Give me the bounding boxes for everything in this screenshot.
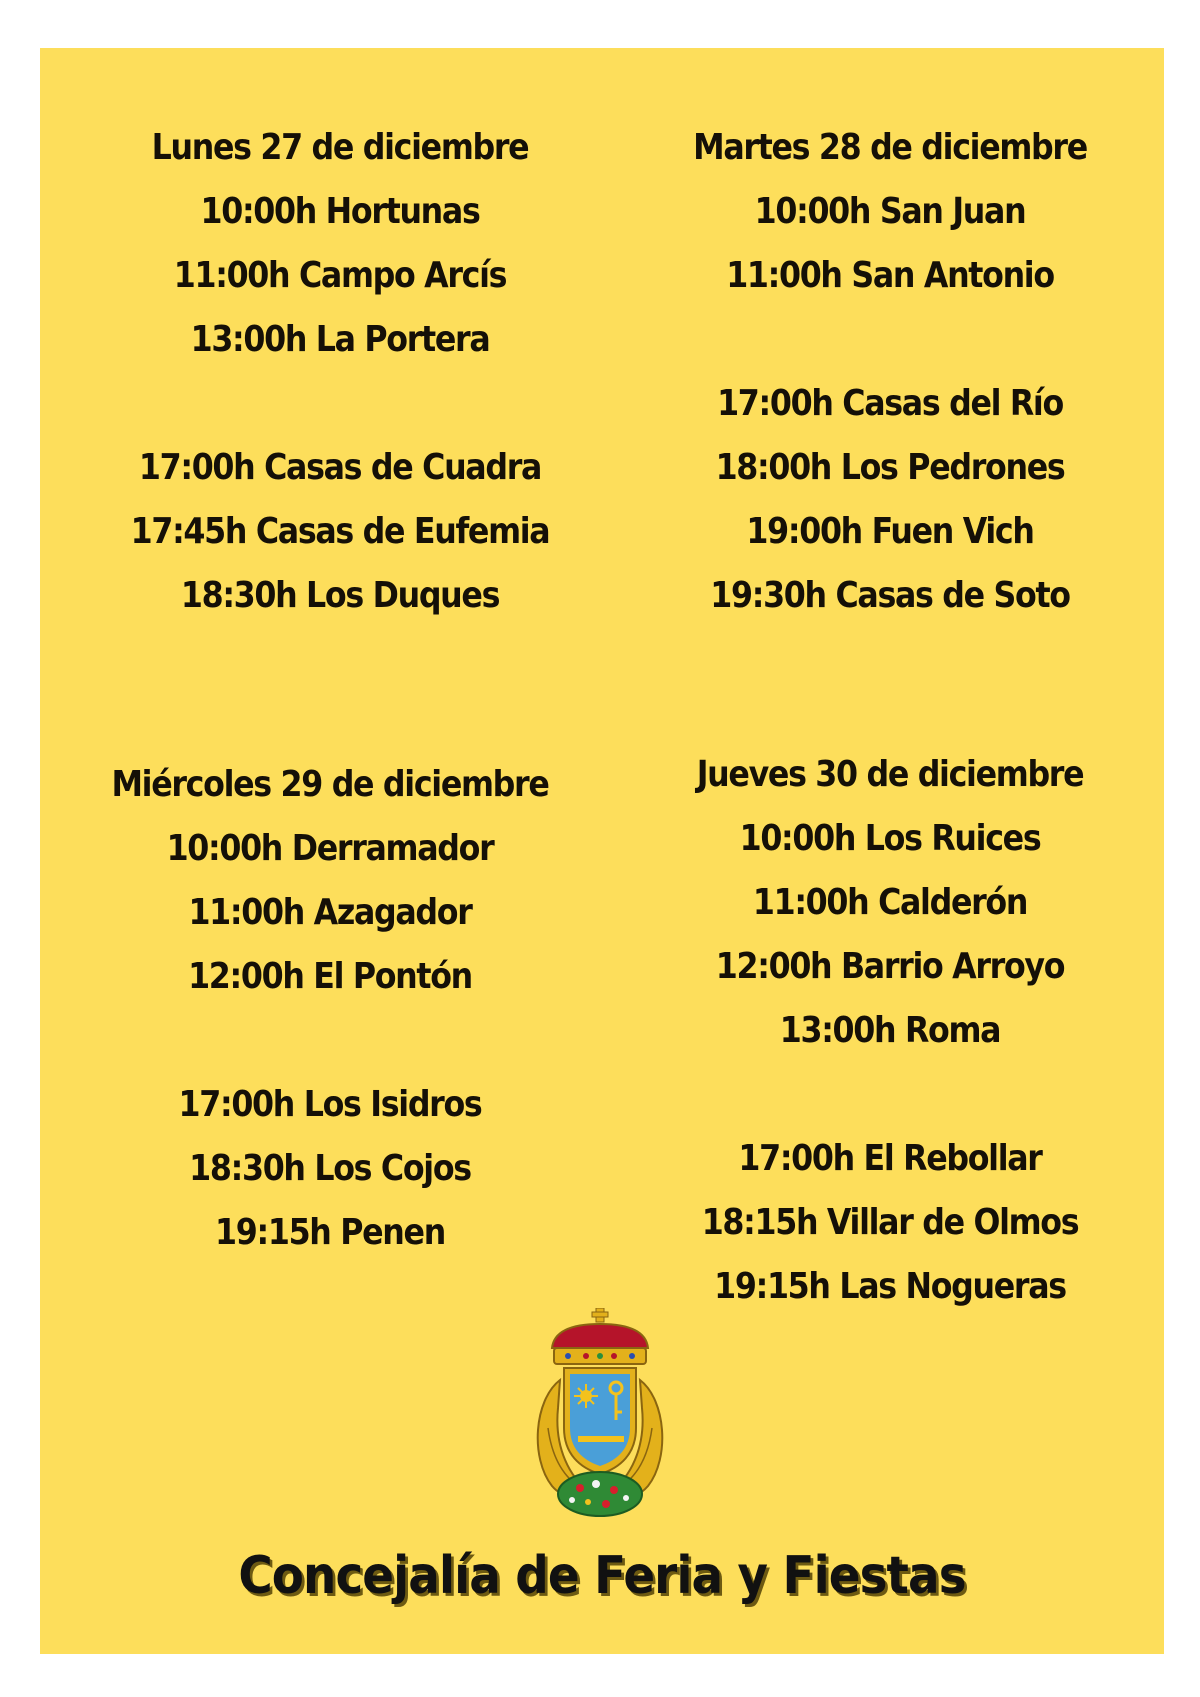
schedule-entry: 11:00h Calderón bbox=[752, 882, 1028, 923]
day-block-jueves bbox=[644, 743, 1137, 1319]
day-heading: Miércoles 29 de diciembre bbox=[111, 764, 549, 805]
day-heading: Martes 28 de diciembre bbox=[693, 127, 1087, 168]
day-heading: Jueves 30 de diciembre bbox=[696, 754, 1084, 795]
coat-of-arms-icon bbox=[530, 1308, 670, 1518]
schedule-entry: 13:00h La Portera bbox=[190, 319, 490, 360]
schedule-entry: 18:30h Los Duques bbox=[180, 575, 500, 616]
schedule-entry: 10:00h Derramador bbox=[166, 828, 494, 869]
schedule-entry: 17:00h Casas de Cuadra bbox=[138, 447, 542, 488]
schedule-entry: 18:30h Los Cojos bbox=[189, 1148, 471, 1189]
schedule-entry: 12:00h Barrio Arroyo bbox=[715, 946, 1065, 987]
footer-title: Concejalía de Feria y Fiestas bbox=[238, 1546, 966, 1606]
schedule-entry: 11:00h Campo Arcís bbox=[173, 255, 507, 296]
schedule-entry: 19:15h Las Nogueras bbox=[714, 1266, 1066, 1307]
schedule-entry: 11:00h Azagador bbox=[188, 892, 472, 933]
schedule-entry: 10:00h Hortunas bbox=[200, 191, 480, 232]
schedule-entry: 19:30h Casas de Soto bbox=[710, 575, 1070, 616]
schedule-entry: 10:00h Los Ruices bbox=[739, 818, 1041, 859]
schedule-entry: 19:00h Fuen Vich bbox=[746, 511, 1034, 552]
schedule-entry: 12:00h El Pontón bbox=[188, 956, 472, 997]
schedule-entry: 17:00h Los Isidros bbox=[178, 1084, 482, 1125]
schedule-entry: 10:00h San Juan bbox=[754, 191, 1026, 232]
schedule-entry: 19:15h Penen bbox=[215, 1212, 445, 1253]
schedule-entry: 18:00h Los Pedrones bbox=[715, 447, 1065, 488]
day-block-miercoles bbox=[84, 753, 577, 1265]
schedule-entry: 18:15h Villar de Olmos bbox=[701, 1202, 1079, 1243]
schedule-entry: 11:00h San Antonio bbox=[726, 255, 1054, 296]
schedule-entry: 13:00h Roma bbox=[779, 1010, 1001, 1051]
day-heading: Lunes 27 de diciembre bbox=[151, 127, 529, 168]
schedule-entry: 17:00h El Rebollar bbox=[738, 1138, 1042, 1179]
schedule-entry: 17:00h Casas del Río bbox=[717, 383, 1063, 424]
day-block-martes bbox=[644, 116, 1137, 628]
day-block-lunes bbox=[94, 116, 587, 628]
schedule-entry: 17:45h Casas de Eufemia bbox=[130, 511, 550, 552]
